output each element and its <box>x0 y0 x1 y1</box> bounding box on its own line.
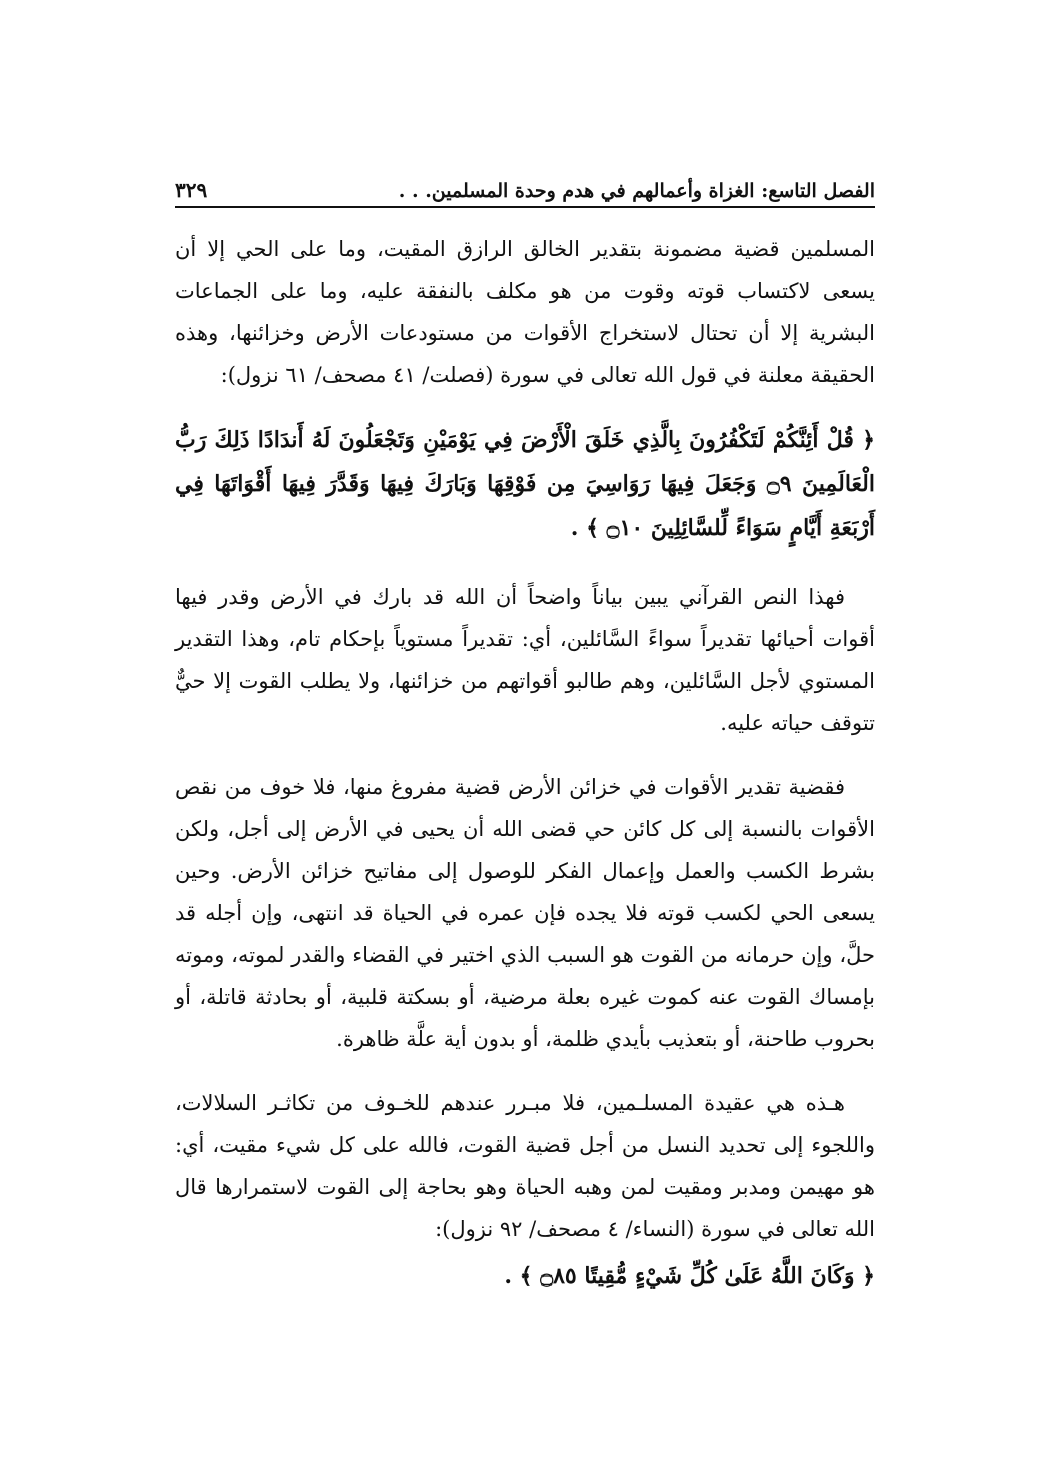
quran-verse-nisa: ﴿ وَكَانَ اللَّهُ عَلَىٰ كُلِّ شَيْءٍ مُّقِيتًا ۝٨٥ ﴾ . <box>504 1263 875 1289</box>
paragraph-1: المسلمين قضية مضمونة بتقدير الخالق الرازق المقيت، وما على الحي إلا أن يسعى لاكتساب قوته وقوت من هو مكلف بالنفقة عليه، وما على الجماعات البشرية إلا أن تحتال لاستخراج الأقوات من مستودعات الأرض وخزائنها، وهذه الحقيقة معلنة في قول الله تعالى في سورة (فصلت/ ٤١ مصحف/ ٦١ نزول): <box>175 237 875 387</box>
page-body <box>175 228 875 1298</box>
paragraph-2: فهذا النص القرآني يبين بياناً واضحاً أن الله قد بارك في الأرض وقدر فيها أقوات أحيائها تقديراً سواءً السَّائلين، أي: تقديراً مستوياً بإحكام تام، وهذا التقدير المستوي لأجل السَّائلين، وهم طالبو أقواتهم من خزائنها، ولا يطلب القوت إلا حيٌّ تتوقف حياته عليه. <box>175 585 875 735</box>
paragraph-4: هـذه هي عقيدة المسلـمين، فلا مبـرر عندهم للخـوف من تكاثـر السلالات، واللجوء إلى تحديد النسل من أجل قضية القوت، فالله على كل شيء مقيت، أي: هو مهيمن ومدبر ومقيت لمن وهبه الحياة وهو بحاجة إلى القوت لاستمرارها قال الله تعالى في سورة (النساء/ ٤ مصحف/ ٩٢ نزول): <box>175 1091 875 1241</box>
quran-verse-fussilat: ﴿ قُلْ أَئِنَّكُمْ لَتَكْفُرُونَ بِالَّذِي خَلَقَ الْأَرْضَ فِي يَوْمَيْنِ وَتَجْعَلُونَ لَهُ أَندَادًا ذَلِكَ رَبُّ الْعَالَمِينَ ۝٩ وَجَعَلَ فِيهَا رَوَاسِيَ مِن فَوْقِهَا وَبَارَكَ فِيهَا وَقَدَّرَ فِيهَا أَقْوَاتَهَا فِي أَرْبَعَةِ أَيَّامٍ سَوَاءً لِّلسَّائِلِينَ ۝١٠ ﴾ . <box>175 427 875 541</box>
running-header <box>175 160 875 208</box>
paragraph-3: فقضية تقدير الأقوات في خزائن الأرض قضية مفروغ منها، فلا خوف من نقص الأقوات بالنسبة إلى كل كائن حي قضى الله أن يحيى في الأرض إلى أجل، ولكن بشرط الكسب والعمل وإعمال الفكر للوصول إلى مفاتيح خزائن الأرض. وحين يسعى الحي لكسب قوته فلا يجده فإن عمره في الحياة قد انتهى، وإن أجله قد حلَّ، وإن حرمانه من القوت هو السبب الذي اختير في القضاء والقدر لموته، وموته بإمساك القوت عنه كموت غيره بعلة مرضية، أو بسكتة قلبية، أو بحادثة قاتلة، أو بحروب طاحنة، أو بتعذيب بأيدي ظلمة، أو بدون أية علَّة ظاهرة. <box>175 775 875 1051</box>
page-number: ٣٢٩ <box>175 178 208 202</box>
chapter-title: الفصل التاسع: الغزاة وأعمالهم في هدم وحدة المسلمين. . . <box>398 180 875 202</box>
book-page <box>175 160 875 1320</box>
